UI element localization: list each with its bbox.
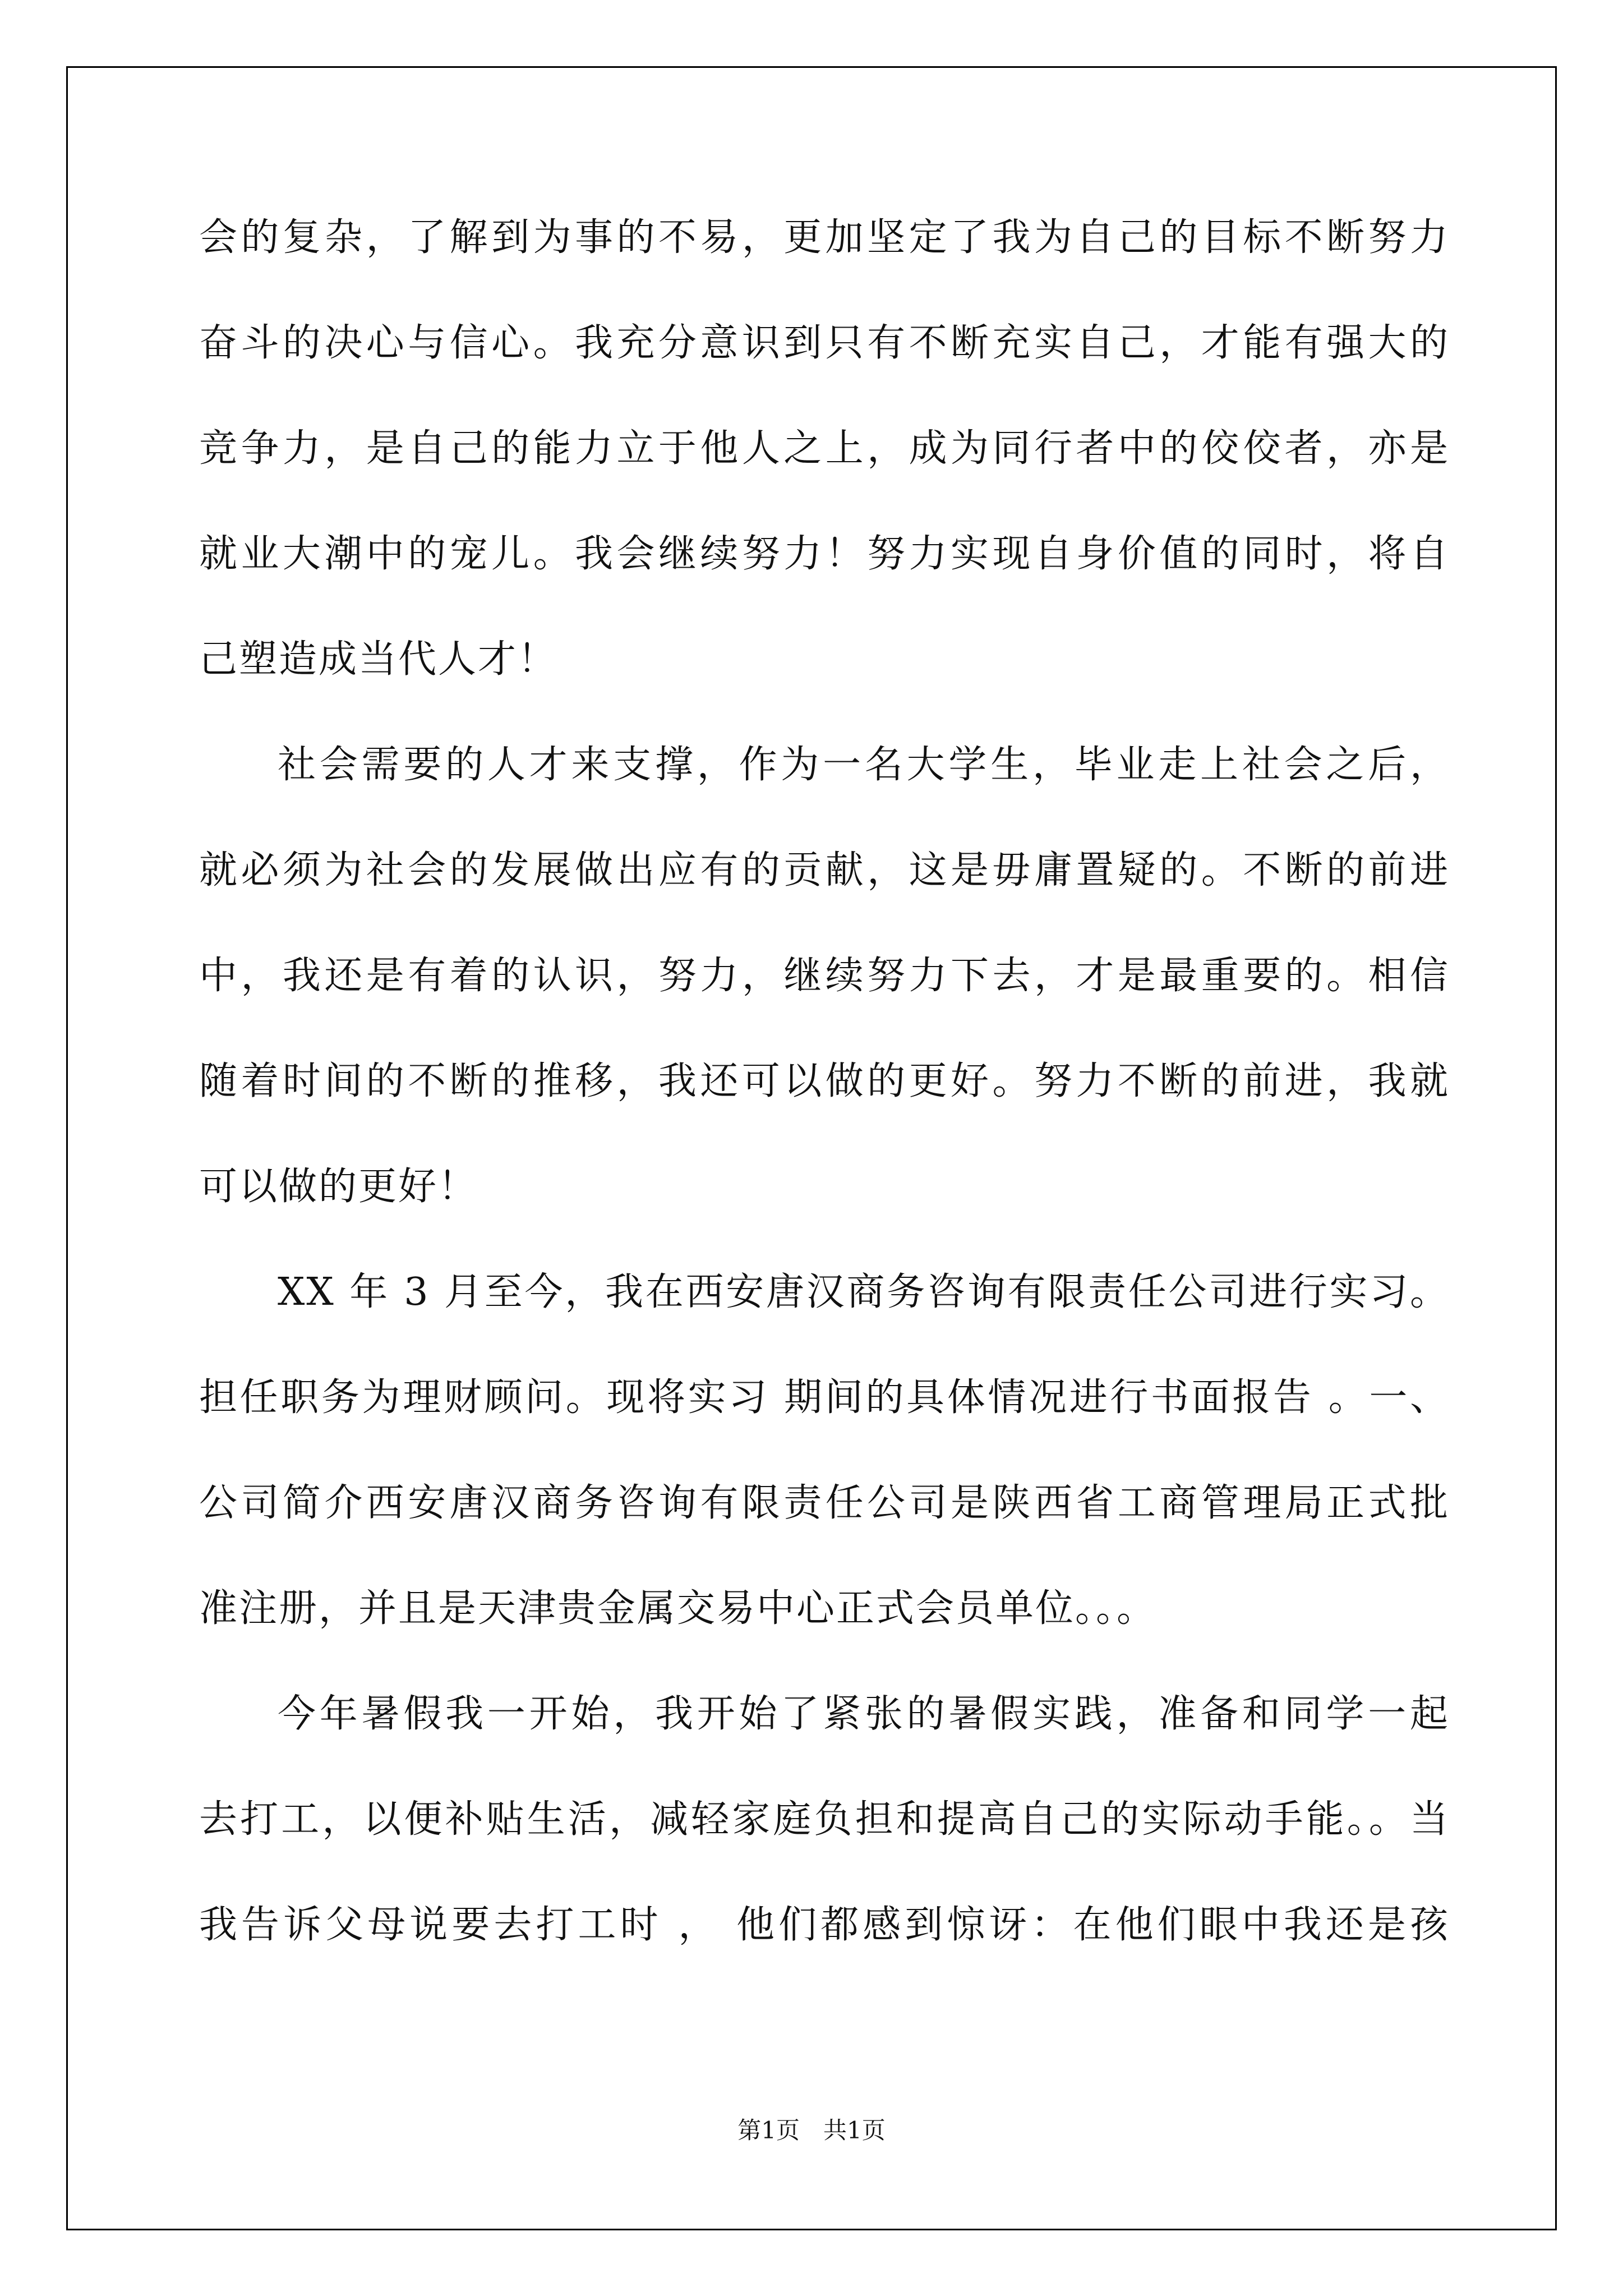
text-line: 准注册，并且是天津贵金属交易中心正式会员单位。。。 bbox=[199, 1586, 1157, 1631]
text-line: 公司简介西安唐汉商务咨询有限责任公司是陕西省工商管理局正式批 bbox=[199, 1481, 1450, 1525]
text-line: 竞争力，是自己的能力立于他人之上，成为同行者中的佼佼者，亦是 bbox=[199, 426, 1450, 471]
text-line: XX 年 3 月至今，我在西安唐汉商务咨询有限责任公司进行实习。 bbox=[278, 1270, 1450, 1314]
text-line: 就业大潮中的宠儿。我会继续努力！努力实现自身价值的同时，将自 bbox=[199, 532, 1450, 576]
text-line: 随着时间的不断的推移，我还可以做的更好。努力不断的前进，我就 bbox=[199, 1059, 1450, 1103]
text-line: 就必须为社会的发展做出应有的贡献，这是毋庸置疑的。不断的前进 bbox=[199, 848, 1450, 892]
text-line: 中，我还是有着的认识，努力，继续努力下去，才是最重要的。相信 bbox=[199, 954, 1450, 998]
text-line: 我告诉父母说要去打工时 ， 他们都感到惊讶：在他们眼中我还是孩 bbox=[199, 1903, 1450, 1947]
text-line: 可以做的更好！ bbox=[199, 1165, 478, 1209]
text-line: 会的复杂，了解到为事的不易，更加坚定了我为自己的目标不断努力 bbox=[199, 215, 1450, 260]
text-line: 去打工，以便补贴生活，减轻家庭负担和提高自己的实际动手能。。当 bbox=[199, 1797, 1450, 1842]
text-line: 今年暑假我一开始，我开始了紧张的暑假实践，准备和同学一起 bbox=[278, 1692, 1450, 1736]
text-line: 担任职务为理财顾问。现将实习 期间的具体情况进行书面报告 。一、 bbox=[199, 1375, 1450, 1420]
document-body bbox=[199, 215, 1450, 2012]
page-number-footer: 第1页 共1页 bbox=[737, 2116, 886, 2144]
text-line: 奋斗的决心与信心。我充分意识到只有不断充实自己，才能有强大的 bbox=[199, 321, 1450, 365]
text-line: 己塑造成当代人才！ bbox=[199, 637, 558, 682]
text-line: 社会需要的人才来支撑，作为一名大学生，毕业走上社会之后， bbox=[278, 743, 1450, 787]
